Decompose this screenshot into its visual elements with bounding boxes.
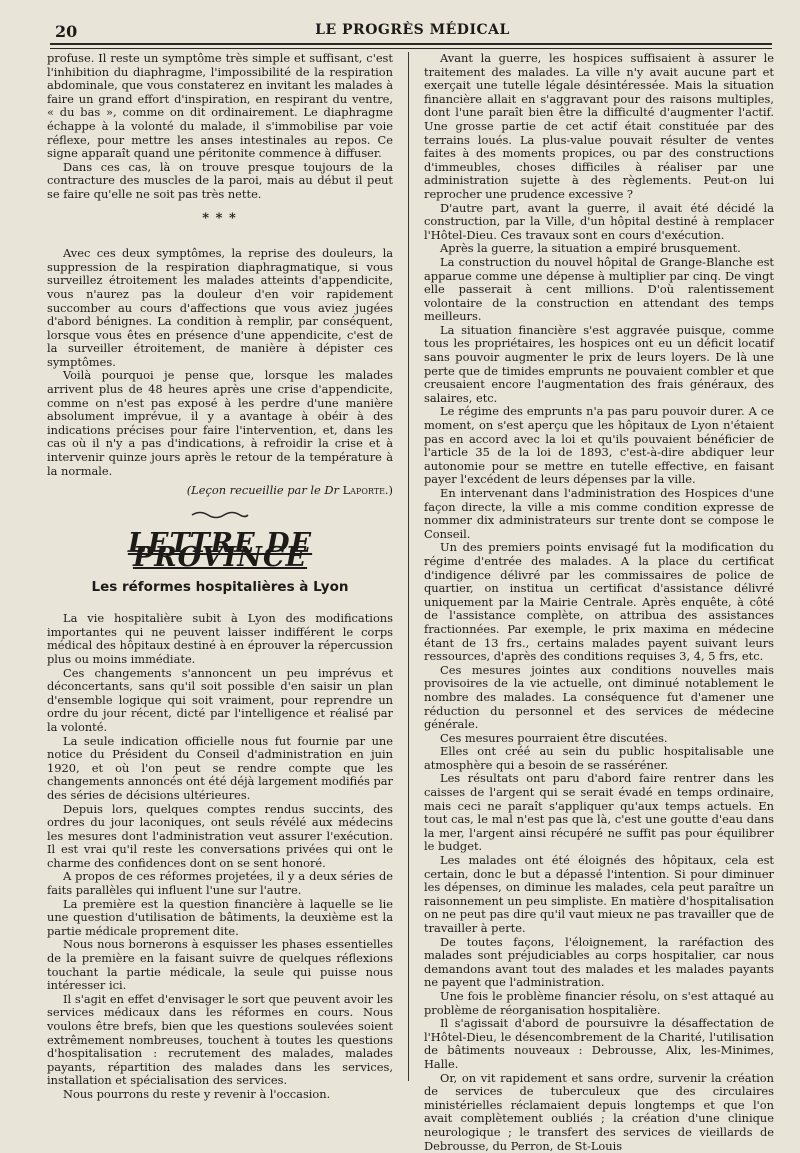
- right-column: [424, 51, 774, 1153]
- credit-by: par le Dr: [287, 483, 339, 498]
- paragraph: La vie hospitalière subit à Lyon des modifications importantes qui ne peuvent laisser indifférent le corps médical des hôpitaux destiné à en éprouver la répercussion plus ou moins immédiate.: [47, 611, 393, 666]
- paragraph: Les résultats ont paru d'abord faire rentrer dans les caisses de l'argent qui se serait évadé en temps ordinaire, mais ceci ne paraît s'appliquer qu'aux temps actuels. En tout cas, le mal n'est pas que là, c'est une goutte d'eau dans la mer, l'argent ainsi récupéré ne suffit pas pour équilibrer le budget.: [424, 771, 774, 854]
- paragraph: Le régime des emprunts n'a pas paru pouvoir durer. A ce moment, on s'est aperçu que les hôpitaux de Lyon n'étaient pas en accord avec la loi et qu'ils pouvaient bénéficier de l'article 35 de la loi de 1893, c'est-à-dire abdiquer leur autonomie pour se mettre en tutelle effective, en faisant payer l'excédent de leurs dépenses par la ville.: [424, 404, 774, 487]
- paragraph: Avant la guerre, les hospices suffisaient à assurer le traitement des malades. La ville n'y avait aucune part et exerçait une tutelle légale désintéressée. Mais la situation financière allait en s'aggravant pour des raisons multiples, dont l'une paraît bien être la difficulté d'augmenter l'actif. Une grosse partie de cet actif était constituée par des terrains loués. La plus-value pouvait résulter de ventes faites à des moments propices, ou par des constructions d'immeubles, choses difficiles à réaliser par une administration sujette à des règlements. Peut-on lui reprocher une prudence excessive ?: [424, 51, 774, 201]
- paragraph: Après la guerre, la situation a empiré brusquement.: [440, 241, 741, 256]
- section-title: LETTRE DE PROVINCE: [127, 528, 313, 573]
- paragraph: D'autre part, avant la guerre, il avait été décidé la construction, par la Ville, d'un hôpital destiné à remplacer l'Hôtel-Dieu. Ces travaux sont en cours d'exécution.: [424, 200, 774, 242]
- paragraph: Dans ces cas, là on trouve presque toujours de la contracture des muscles de la paroi, mais au début il peut se faire qu'elle ne soit pas très nette.: [47, 159, 393, 201]
- paragraph: La situation financière s'est aggravée puisque, comme tous les propriétaires, les hospices ont eu un déficit locatif sans pouvoir augmenter le prix de leurs loyers. De là une perte que de timides emprunts ne pouvaient combler et que creusaient encore l'augmentation des frais généraux, des salaires, etc.: [424, 322, 774, 405]
- paragraph: La seule indication officielle nous fut fournie par une notice du Président du Conseil d'administration en juin 1920, et où l'on peut se rendre compte que les changements annoncés ont été déjà largement modifiés par des séries de décisions ultérieures.: [47, 733, 394, 802]
- paragraph: Nous pourrons du reste y revenir à l'occasion.: [63, 1086, 331, 1101]
- paragraph: Or, on vit rapidement et sans ordre, survenir la création de services de tuberculeux que des circulaires ministérielles réclamaient depuis longtemps et que l'on avait complètement oubliés ; la création d'une clinique neurologique ; le transfert des services de vieillards de Debrousse, du Perron, de St-Louis: [424, 1070, 774, 1153]
- page-number: 20: [55, 22, 78, 41]
- paragraph: Ces changements s'annoncent un peu imprévus et déconcertants, sans qu'il soit possible d'en saisir un plan d'ensemble logique qui soit vraiment, pour reprendre un ordre du jour récent, dicté par l'intelligence et réalisé par la volonté.: [47, 665, 393, 734]
- article-title: Les réformes hospitalières à Lyon: [91, 578, 349, 595]
- lecture-credit: [47, 484, 393, 498]
- paragraph: Avec ces deux symptômes, la reprise des douleurs, la suppression de la respiration diaphragmatique, si vous surveillez étroitement les malades atteints d'appendicite, vous n'aurez pas la douleur d'en voir rapidement succomber au cours d'affections que vous aviez jugées d'abord bénignes. La condition à remplir, par conséquent, lorsque vous êtes en présence d'une appendicite, c'est de la surveiller étroitement, de manière à dépister ces symptômes.: [47, 246, 393, 369]
- paragraph: Il s'agissait d'abord de poursuivre la désaffectation de l'Hôtel-Dieu, le désencombrement de la Charité, l'utilisation de bâtiments nouveaux : Debrousse, Alix, les-Minimes, Halle.: [424, 1016, 774, 1071]
- paragraph: Les malades ont été éloignés des hôpitaux, cela est certain, donc le but a dépassé l'intention. Si pour diminuer les dépenses, on diminue les malades, cela peut paraître un raisonnement un peu simpliste. En matière d'hospitalisation on ne peut pas dire qu'il vaut mieux ne pas travailler que de travailler à perte.: [424, 853, 774, 935]
- credit-author: Laporte.): [342, 483, 393, 498]
- journal-title: LE PROGRÈS MÉDICAL: [315, 22, 510, 38]
- column-divider: [408, 52, 409, 1081]
- paragraph: Voilà pourquoi je pense que, lorsque les malades arrivent plus de 48 heures après une crise d'appendicite, comme on n'est pas exposé à les perdre d'une manière absolument imprévue, il y a avantage à obéir à des indications précises pour faire l'intervention, et, dans les cas où il n'y a pas d'indications, à refroidir la crise et à intervenir quinze jours après le retour de la température à la normale.: [47, 368, 393, 478]
- paragraph: Ces mesures pourraient être discutées.: [440, 730, 668, 745]
- left-column: [47, 51, 394, 1101]
- asterism-separator: * * *: [202, 210, 238, 226]
- paragraph: Nous nous bornerons à esquisser les phases essentielles de la première en la faisant suivre de quelques réflexions touchant la partie médicale, la seule qui puisse nous intéresser ici.: [47, 937, 393, 993]
- paragraph: Elles ont créé au sein du public hospitalisable une atmosphère qui a besoin de se rasséréner.: [424, 744, 774, 772]
- credit-text: (Leçon recueillie: [186, 483, 284, 498]
- ornament-icon: [190, 510, 250, 520]
- paragraph: En intervenant dans l'administration des Hospices d'une façon directe, la ville a mis comme condition expresse de nommer dix administrateurs sur trente dont se compose le Conseil.: [424, 486, 774, 541]
- paragraph: Depuis lors, quelques comptes rendus succints, des ordres du jour laconiques, ont seuls révélé aux médecins les mesures dont l'administration veut assurer l'exécution. Il est vrai qu'il reste les conversations privées qui ont le charme des confidences dont on se sent honoré.: [47, 801, 393, 870]
- paragraph: De toutes façons, l'éloignement, la raréfaction des malades sont préjudiciables au corps hospitalier, car nous demandons avant tout des malades et les malades payants ne payent que l'administration.: [424, 934, 774, 990]
- header-rule: [50, 43, 772, 49]
- paragraph: Un des premiers points envisagé fut la modification du régime d'entrée des malades. A la place du certificat d'indigence délivré par les commissaires de police de quartier, on institua un certificat d'assistance délivré uniquement par la Mairie Centrale. Après enquête, à côté de l'assistance complète, on attribua des assistances fractionnées. Par exemple, le prix maxima en médecine étant de 13 frs., certains malades payent suivant leurs ressources, d'après des conditions requises 3, 4, 5 frs, etc.: [424, 540, 774, 664]
- paragraph: Une fois le problème financier résolu, on s'est attaqué au problème de réorganisation hospitalière.: [424, 988, 774, 1017]
- paragraph: La première est la question financière à laquelle se lie une question d'utilisation de bâtiments, la deuxième est la partie médicale proprement dite.: [47, 896, 393, 938]
- paragraph: Il s'agit en effet d'envisager le sort que peuvent avoir les services médicaux dans les réformes en cours. Nous voulons être brefs, bien que les questions soulevées soient extrêmement nombreuses, touchent à toutes les questions d'hospitalisation : recrutement des malades, malades payants, répartition des malades dans les services, installation et spécialisation des services.: [47, 991, 393, 1088]
- paragraph: La construction du nouvel hôpital de Grange-Blanche est apparue comme une dépense à multiplier par cinq. De vingt elle passerait à cent millions. D'où ralentissement volontaire de la construction en attendant des temps meilleurs.: [424, 254, 774, 324]
- paragraph: profuse. Il reste un symptôme très simple et suffisant, c'est l'inhibition du diaphragme, l'impossibilité de la respiration abdominale, que vous constaterez en invitant les malades à faire un grand effort d'inspiration, en respirant du ventre, « du bas », comme on dit ordinairement. Le diaphragme échappe à la volonté du malade, il s'immobilise par voie réflexe, pour mettre les anses intestinales au repos. Ce signe apparaît quand une péritonite commence à diffuser.: [47, 51, 393, 161]
- paragraph: A propos de ces réformes projetées, il y a deux séries de faits parallèles qui influent l'une sur l'autre.: [47, 869, 393, 898]
- page-header: [55, 22, 770, 44]
- ornament-divider: [47, 510, 393, 524]
- paragraph: Ces mesures jointes aux conditions nouvelles mais provisoires de la vie actuelle, ont diminué notablement le nombre des malades. La conséquence fut d'amener une réduction du personnel et des services de médecine générale.: [424, 662, 774, 732]
